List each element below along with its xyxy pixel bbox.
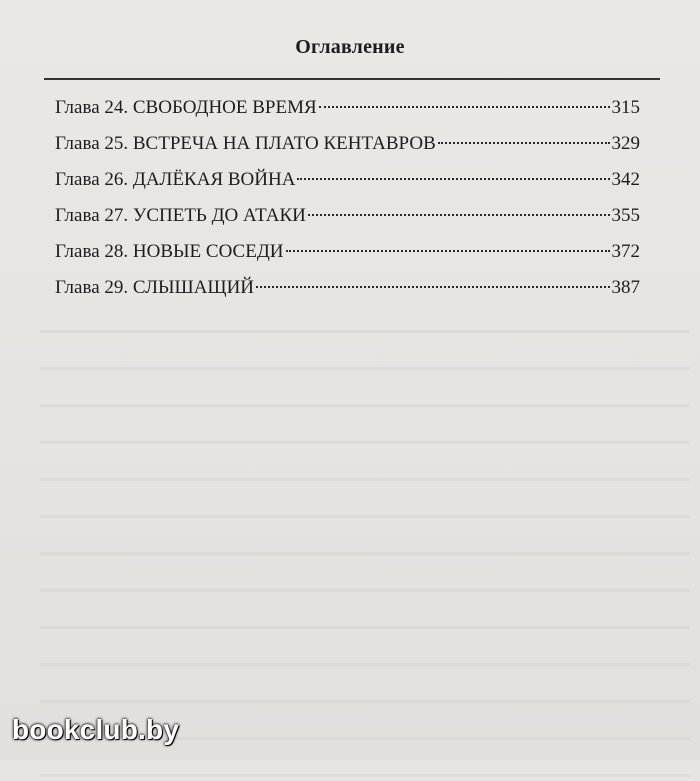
bleed-through-line [40, 448, 690, 481]
dot-leader [308, 213, 610, 216]
toc-entry [55, 234, 640, 270]
bleed-through-line [40, 744, 690, 777]
bleed-through-texture [40, 300, 690, 781]
toc-entry-title: Глава 26. ДАЛЁКАЯ ВОЙНА [55, 169, 296, 190]
toc-entry-page: 342 [611, 169, 640, 190]
bleed-through-line [40, 670, 690, 703]
page-title: Оглавление [295, 36, 405, 58]
toc-entry-title: Глава 25. ВСТРЕЧА НА ПЛАТО КЕНТАВРОВ [55, 133, 436, 154]
toc-entry-title: Глава 24. СВОБОДНОЕ ВРЕМЯ [55, 97, 317, 118]
toc-entry-page: 315 [611, 97, 640, 118]
toc-entry [55, 198, 640, 234]
bleed-through-line [40, 485, 690, 518]
header-rule [44, 78, 660, 80]
toc-entry-page: 387 [611, 277, 640, 298]
dot-leader [319, 105, 610, 108]
toc-entry [55, 162, 640, 198]
bleed-through-line [40, 522, 690, 555]
toc-entry-page: 355 [611, 205, 640, 226]
bleed-through-line [40, 411, 690, 444]
toc-entry-title: Глава 27. УСПЕТЬ ДО АТАКИ [55, 205, 306, 226]
toc-entry [55, 90, 640, 126]
toc-entry-page: 329 [611, 133, 640, 154]
bleed-through-line [40, 374, 690, 407]
dot-leader [438, 141, 610, 144]
toc-entry-page: 372 [611, 241, 640, 262]
site-watermark: bookclub.by [12, 714, 180, 745]
bleed-through-line [40, 300, 690, 333]
dot-leader [256, 285, 609, 288]
dot-leader [297, 177, 609, 180]
dot-leader [286, 249, 610, 252]
bleed-through-line [40, 559, 690, 592]
table-of-contents [55, 90, 640, 306]
toc-entry-title: Глава 29. СЛЫШАЩИЙ [55, 277, 255, 298]
bleed-through-line [40, 633, 690, 666]
toc-entry [55, 126, 640, 162]
bleed-through-line [40, 596, 690, 629]
toc-entry-title: Глава 28. НОВЫЕ СОСЕДИ [55, 241, 284, 262]
bleed-through-line [40, 337, 690, 370]
